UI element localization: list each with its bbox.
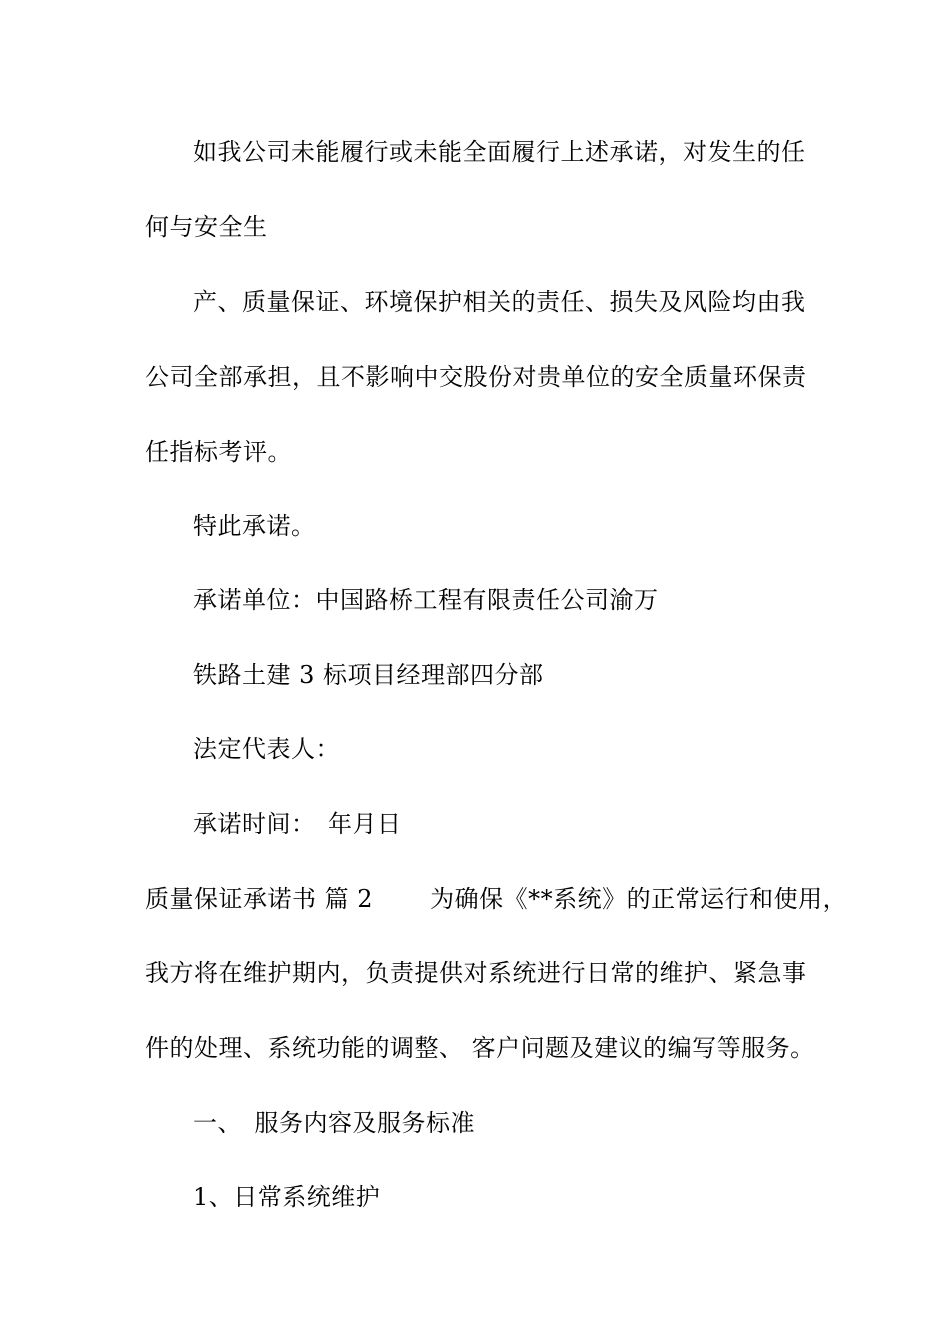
paragraph-line: 何与安全生 bbox=[145, 213, 268, 241]
commitment-date-line: 承诺时间： 年月日 bbox=[193, 810, 402, 838]
section-heading-line: 质量保证承诺书 篇 2 为确保《**系统》的正常运行和使用， bbox=[145, 885, 848, 913]
paragraph-line: 特此承诺。 bbox=[193, 512, 316, 540]
legal-representative-line: 法定代表人： bbox=[193, 735, 340, 763]
signature-unit-line: 承诺单位：中国路桥工程有限责任公司渝万 bbox=[193, 586, 659, 614]
signature-unit-line: 铁路土建 3 标项目经理部四分部 bbox=[193, 661, 544, 689]
paragraph-line: 任指标考评。 bbox=[145, 438, 292, 466]
paragraph-line: 件的处理、系统功能的调整、 客户问题及建议的编写等服务。 bbox=[145, 1034, 815, 1062]
paragraph-line: 如我公司未能履行或未能全面履行上述承诺，对发生的任 bbox=[193, 138, 806, 166]
paragraph-line: 我方将在维护期内，负责提供对系统进行日常的维护、紧急事 bbox=[145, 959, 807, 987]
paragraph-line: 公司全部承担，且不影响中交股份对贵单位的安全质量环保责 bbox=[145, 363, 807, 391]
paragraph-line: 产、质量保证、环境保护相关的责任、损失及风险均由我 bbox=[193, 288, 806, 316]
section-subheading: 1、日常系统维护 bbox=[193, 1183, 381, 1211]
section-subheading: 一、 服务内容及服务标准 bbox=[193, 1109, 475, 1137]
